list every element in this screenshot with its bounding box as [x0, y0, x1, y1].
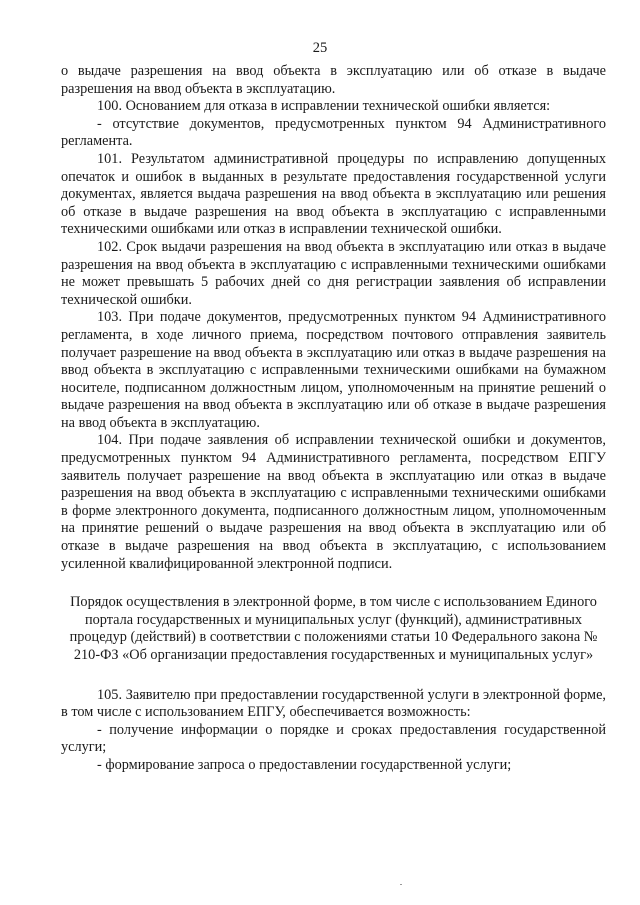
- paragraph-104: 104. При подаче заявления об исправлении технической ошибки и документов, предусмотренных пунктом 94 Административного регламента, посредством ЕПГУ заявитель получает разрешение на ввод объекта в эксплуатацию или отказ в выдаче разрешения на ввод объекта в эксплуатацию с исправленными техническими ошибками в форме электронного документа, подписанного должностным лицом, уполномоченным на принятие решений о выдаче разрешения на ввод объекта в эксплуатацию или об отказе в выдаче разрешения на ввод объекта в эксплуатацию, с использованием усиленной квалифицированной электронной подписи.: [61, 432, 606, 572]
- paragraph-102: 102. Срок выдачи разрешения на ввод объекта в эксплуатацию или отказ в выдаче разрешения на ввод объекта в эксплуатацию с исправленными техническими ошибками не может превышать 5 рабочих дней со дня регистрации заявления об исправлении технической ошибки.: [61, 238, 606, 308]
- paragraph-103: 103. При подаче документов, предусмотренных пунктом 94 Административного регламента, в ходе личного приема, посредством почтового отправления заявитель получает разрешение на ввод объекта в эксплуатацию или отказ в выдаче разрешения на ввод объекта в эксплуатацию с исправленными техническими ошибками на бумажном носителе, подписанном должностным лицом, уполномоченным на принятие решений о выдаче разрешения на ввод объекта в эксплуатацию или об отказе в выдаче разрешения на ввод объекта в эксплуатацию.: [61, 309, 606, 431]
- page-number: 25: [312, 40, 328, 56]
- section-heading: Порядок осуществления в электронной форме, в том числе с использованием Единого портала государственных и муниципальных услуг (функций), административных процедур (действий) в соответствии с положениями статьи 10 Федерального закона № 210-ФЗ «Об организации предоставления государственных и муниципальных услуг»: [69, 594, 598, 663]
- paragraph-105: 105. Заявителю при предоставлении государственной услуги в электронной форме, в том числе с использованием ЕПГУ, обеспечивается возможность:: [61, 686, 606, 721]
- paragraph-100-item: - отсутствие документов, предусмотренных пунктом 94 Административного регламента.: [61, 115, 606, 150]
- paragraph-101: 101. Результатом административной процедуры по исправлению допущенных опечаток и ошибок в выданных в результате предоставления государственной услуги документах, является выдача разрешения на ввод объекта в эксплуатацию или решения об отказе в выдаче разрешения на ввод объекта в эксплуатацию с исправленными техническими ошибками или отказ в исправлении технической ошибки.: [61, 150, 606, 238]
- paragraph-105-item-2: - формирование запроса о предоставлении государственной услуги;: [97, 756, 512, 773]
- paragraph-100: 100. Основанием для отказа в исправлении технической ошибки является:: [97, 98, 551, 115]
- paragraph-continuation: о выдаче разрешения на ввод объекта в эксплуатацию или об отказе в выдаче разрешения на ввод объекта в эксплуатацию.: [61, 63, 606, 97]
- paragraph-105-item-1: - получение информации о порядке и сроках предоставления государственной услуги;: [61, 721, 606, 756]
- scan-speck: [400, 884, 402, 885]
- document-body: [61, 63, 606, 775]
